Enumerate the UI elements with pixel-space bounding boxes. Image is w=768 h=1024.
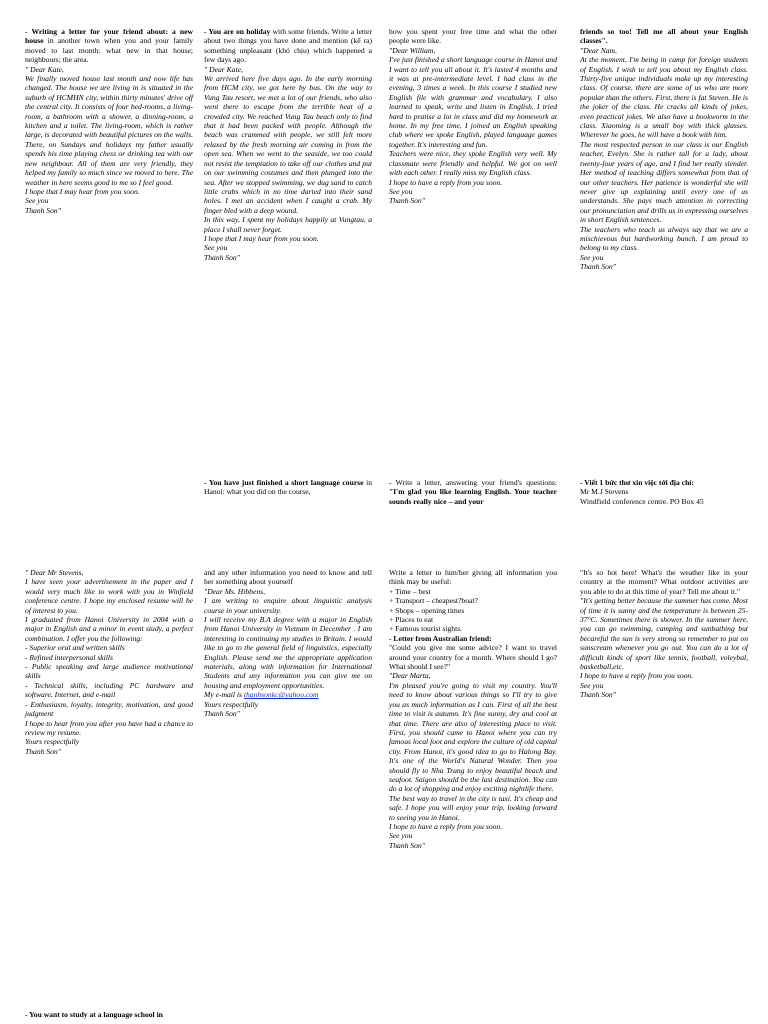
list-item: + Transport – cheapest?boat? <box>389 596 478 606</box>
friend-quote: "It's so hot here! What's the weather like in your country at the moment? What outdoor activities are you able to do at this time of year? Tell me about it." <box>580 568 748 596</box>
list-item: + Shops – opening times <box>389 605 465 615</box>
prompt-continued: friends so too! Tell me all about your English classes". <box>580 27 748 46</box>
list-item: + Time – best <box>389 586 431 596</box>
prompt-australian-friend: - Letter from Australian friend: <box>389 633 492 643</box>
list-item: + Famous tourist sights. <box>389 624 463 634</box>
letter-body: "Dear Marta, I'm pleased you're going to visit my country. You'll need to know about various things so I'll try to give you as much information as I can. First of all the best time to visit is autumn. It's fine sunny, dry and cool at that time. There are also of interesting place to visit. First, you should came to Hanoi where you can try famous local foot and explore the culture of old capital city. From Hanoi, it's good idea to go to Halong Bay. It's one of the World's Natural Wonder. Then you should fly to Nha Trang to enjoy beautiful beach and seafoot. Saigon should be the last destination. You can do a lot of shopping and enjoy exciting nightlife there. The best way to travel in the city is taxi. It's cheap and safe. I hope you will enjoy your trip, looking forward to seeing you in Hanoi. I hope to have a reply from you soon. See you Thanh Son" <box>389 671 557 850</box>
prompt-short-course: - You have just finished a short language course in Hanoi: what you did on the course, <box>204 478 372 497</box>
letter-body: "Dear William, I've just finished a short language course in Hanoi and I want to tell you all about it. It's lasted 4 months and it was at pre-intermediate level. I had class in the evening, 3 times a week. In this course I studied new English file with grammar and vocabulary. I also learned to speak, write and listen in English. I tried hard to pratise a lot in class and did my homework at home. In my free time, I joined an English speaking club where we spoke English, played language games together. It's interesting and fun. Teachers were nice, they spoke English very well. My classmate were friendly and helpful. We got on well with each other. I really miss my English class. I hope to have a reply from you soon. See you Thanh Son" <box>389 45 557 206</box>
letter-body: "It's getting better because the summer has come. Most of time it is sunny and the temperature is between 25-37°C. Sometimes there is shower. In the summer here, you can go swimming, camping and sunbathing but becareful the sun is very strong so remember to put on sunscream whenever you go out. You can do a lot of difficult kinds of sport like tennis, football, voleybal, basketball,etc. I hope to have a reply from you soon. See you Thanh Son" <box>580 596 748 700</box>
letter-body: " Dear Kate, We finally moved house last month and now life has changed. The house we are living in is situated in the suburb of HCMHN city, within thirty minutes' drive off the central city. It consists of four bed-rooms, a living-room, a bathroom with a shower, a dinning-room, a kitchen and a toilet. The living-room, which is rather large, is decorated with beautiful pictures on the walls. There, on Sundays and holidays my father usually spends his time playing chess or drinking tea with our new neighbour. All of them are very friendly, they helped my family so much since we moved to here. The weather in here seems good to me so I feel good. I hope that I may hear from you soon. See you Thanh Son" <box>25 64 193 215</box>
list-item: + Places to eat <box>389 615 434 625</box>
prompt-answer-friend: - Write a letter, answering your friend's questions: "I'm glad you like learning English. Your teacher sounds really nice – and your <box>389 478 557 506</box>
letter-body: "Dear Ms. Hibbens, I am writing to enquire about linguistic analysis course in your university. I will receive my B.A degree with a major in English from Hanoi University in Vietnam in December . I am interesting in continuing my studies in Britain. I would like to go to the general field of linguistics, especially English. Please send me the appropriate application materials, along with information for International Students and any information you can give me on housing and employment opportunities. My e-mail is thanhsonkc@yahoo.com Yours respectfully Thanh Son" <box>204 586 372 719</box>
prompt-language-school: - You want to study at a language school in <box>25 1010 163 1019</box>
prompt-continued: and any other information you need to know and tell her something about yourself <box>204 568 372 587</box>
email-link[interactable]: thanhsonkc@yahoo.com <box>243 690 319 700</box>
letter-body: " Dear Mr Stevens, I have seen your advertisement in the paper and I would very much like to work with you in Winfield conference centre. I hope my enclosed resume will be of interest to you. I graduated from Hanoi University in 2004 with a major in English and a minor in event study, a perfect combination. I offer you the following: - Superior oral and written skills - Refined interpersonal skills - Public speaking and large audience motivational skills - Technical skills, including PC hardware and software, Internet, and e-mail - Enthusiasm, loyalty, integrity, motivation, and good judgment I hope to hear from you after you have had a chance to review my resume. Yours respectfully Thanh Son" <box>25 568 193 756</box>
friend-quote: "Could you give me some advice? I want to travel around your country for a month. Where should I go? What should I see?" <box>389 643 557 672</box>
letter-weather <box>580 568 748 700</box>
letter-job-application <box>25 568 193 756</box>
prompt-continued: how you spent your free time and what the other people were like. <box>389 27 557 46</box>
prompt-continued: Write a letter to him/her giving all information you think may be useful: <box>389 568 557 587</box>
letter-travel-advice <box>389 568 557 850</box>
prompt-job-application: - Viết 1 bức thư xin việc tới địa chỉ: Mr M.J Stevens Windfield conference centre. PO Box 45 <box>580 478 704 506</box>
letter-english-class <box>580 27 748 272</box>
letter-language-course <box>389 27 557 206</box>
prompt-holiday: - You are on holiday with some friends. Write a letter about two things you have done and mention (kể ra) something unpleasant (khó chịu) which happened a few days ago. <box>204 27 372 65</box>
prompt-new-house: - Writing a letter for your friend about: a new house in another town when you and your family moved to last month: what new in that house; neighbours; the area. <box>25 27 193 65</box>
info-list <box>389 587 557 634</box>
letter-course-enquiry <box>204 568 372 719</box>
letter-new-house <box>25 27 193 215</box>
letter-body: " Dear Kate, We arrived here five days ago. In the early morning from HCM city, we got here by bus. On the way to Vung Tau resort, we met a lot of our friends, who also went there to escape from the terrible heat of a crowded city. We reached Vung Tau beach only to find that it had been packed with people. Although the beach was crammed with people, we still felt more relaxed by the fresh morning air coming in from the open sea. When we went to the seaside, we too could not resist the temptation to take off our clothes and put on our swimming costumes and then plunged into the sea. After we stopped swimming, we dug sand to catch little crabs which in no time darted into their sand holes. I met an accident when I caught a crab. My finger bled with a deep wound. In this way, I spent my holidays happily at Vungtau, a place I shall never forget. I hope that I may hear from you soon. See you Thanh Son" <box>204 64 372 262</box>
letter-body: "Dear Nam, At the moment, I'm being in camp for foreign students of English. I wish to tell you about my English class. Thirty-five unique individuals make up my interesting class. Of course, there are some of us who are more popular than the others. First, there is fat Steven. He is the joker of the class. He cracks all kinds of jokes, even practical jokes. We also have a bookworm in the class. Xiaoming is a small boy with thick glasses. Wherever he goes, he will have a book with him. The most respected person in our class is our English teacher, Evelyn. She is rather tall for a lady, about twenty-four years of age, and I find her really slender. Her method of teaching differs somewhat from that of our other teachers. Her patience is wonderful she will never give up explaining until every one of us understands. She pays much attention in correcting our pronunciation and drills us in expressing ourselves in short English sentences. The teachers who teach us always say that we are a mischievous but hardworking bunch. I am proud to belong to my class. See you Thanh Son" <box>580 45 748 272</box>
letter-holiday <box>204 27 372 262</box>
